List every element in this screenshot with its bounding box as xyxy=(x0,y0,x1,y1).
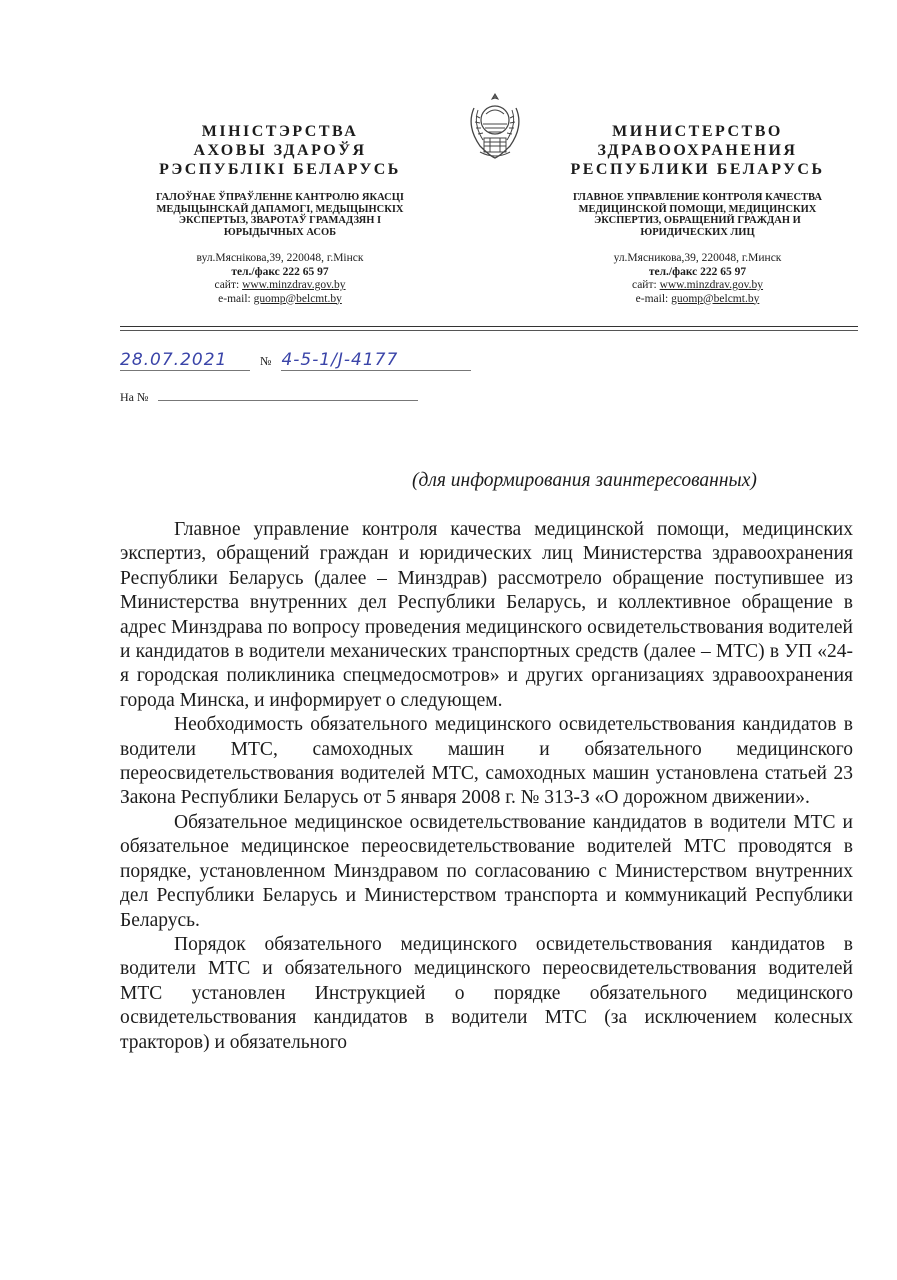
paragraph: Необходимость обязательного медицинского освидетельствования кандидатов в водители МТС, самоходных машин и обязательного медицинского переосвидетельствования водителей МТС, самоходных машин установлена статьей 23 Закона Республики Беларусь от 5 января 2008 г. № 313-З «О дорожном движении». xyxy=(120,714,853,809)
reply-reference xyxy=(120,388,440,406)
coat-of-arms-emblem xyxy=(460,90,530,162)
department-name-ru: ГЛАВНОЕ УПРАВЛЕНИЕ КОНТРОЛЯ КАЧЕСТВА МЕДИЦИНСКОЙ ПОМОЩИ, МЕДИЦИНСКИХ ЭКСПЕРТИЗ, ОБРАЩЕНИЙ ГРАЖДАН И ЮРИДИЧЕСКИХ ЛИЦ xyxy=(573,192,822,238)
registration-line xyxy=(120,350,480,371)
phone: тел./факс 222 65 97 xyxy=(648,265,747,278)
paragraph: Порядок обязательного медицинского освидетельствования кандидатов в водители МТС и обязательного медицинского переосвидетельствования водителей МТС установлен Инструкцией о порядке обязательного медицинского освидетельствования кандидатов в водители МТС (за исключением колесных тракторов) и обязательного xyxy=(120,933,853,1053)
reply-label: На № xyxy=(120,390,149,404)
document-date: 28.07.2021 xyxy=(120,350,250,371)
contacts-ru: ул.Мясникова,39, 220048, г.Минск тел./факс 222 65 97 сайт: www.minzdrav.gov.by e-mail: guomp@belcmt.by xyxy=(535,252,860,306)
address: ул.Мясникова,39, 220048, г.Минск xyxy=(613,252,782,264)
address: вул.Мяснікова,39, 220048, г.Мінск xyxy=(196,252,364,264)
phone: тел./факс 222 65 97 xyxy=(231,265,329,278)
document-number: 4-5-1/J-4177 xyxy=(281,350,471,371)
number-sign: № xyxy=(260,354,272,368)
ministry-name-ru: МИНИСТЕРСТВО ЗДРАВООХРАНЕНИЯ РЕСПУБЛИКИ БЕЛАРУСЬ xyxy=(570,123,825,178)
ministry-name-by: МІНІСТЭРСТВА АХОВЫ ЗДАРОЎЯ РЭСПУБЛІКІ БЕЛАРУСЬ xyxy=(159,123,401,178)
header-divider xyxy=(120,326,858,327)
header-divider-thin xyxy=(120,330,858,331)
email-link[interactable]: guomp@belcmt.by xyxy=(671,292,760,305)
site-link[interactable]: www.minzdrav.gov.by xyxy=(659,279,764,291)
contacts-by: вул.Мяснікова,39, 220048, г.Мінск тел./факс 222 65 97 сайт: www.minzdrav.gov.by e-mail: guomp@belcmt.by xyxy=(120,252,440,306)
reply-number-blank xyxy=(158,388,418,401)
site-link[interactable]: www.minzdrav.gov.by xyxy=(242,279,346,291)
letter-body xyxy=(120,518,853,1055)
paragraph: Главное управление контроля качества медицинской помощи, медицинских экспертиз, обращений граждан и юридических лиц Министерства здравоохранения Республики Беларусь (далее – Минздрав) рассмотрело обращение поступившее из Министерства внутренних дел Республики Беларусь, и коллективное обращение в адрес Минздрава по вопросу проведения медицинского освидетельствования водителей и кандидатов в водители механических транспортных средств (далее – МТС) в УП «24-я городская поликлиника спецмедосмотров» и других организациях здравоохранения города Минска, и информирует о следующем. xyxy=(120,519,853,711)
header-left xyxy=(120,122,440,306)
email-link[interactable]: guomp@belcmt.by xyxy=(253,292,342,305)
paragraph: Обязательное медицинское освидетельствование кандидатов в водители МТС и обязательное медицинское переосвидетельствование водителей МТС проводятся в порядке, установленном Минздравом по согласованию с Министерством внутренних дел Республики Беларусь и Министерством транспорта и коммуникаций Республики Беларусь. xyxy=(120,811,853,931)
department-name-by: ГАЛОЎНАЕ ЎПРАЎЛЕННЕ КАНТРОЛЮ ЯКАСЦІ МЕДЫЦЫНСКАЙ ДАПАМОГІ, МЕДЫЦЫНСКІХ ЭКСПЕРТЫЗ, ЗВАРОТАЎ ГРАМАДЗЯН І ЮРЫДЫЧНЫХ АСОБ xyxy=(156,192,404,238)
header-right xyxy=(535,122,860,306)
addressee-note: (для информирования заинтересованных) xyxy=(412,470,757,491)
